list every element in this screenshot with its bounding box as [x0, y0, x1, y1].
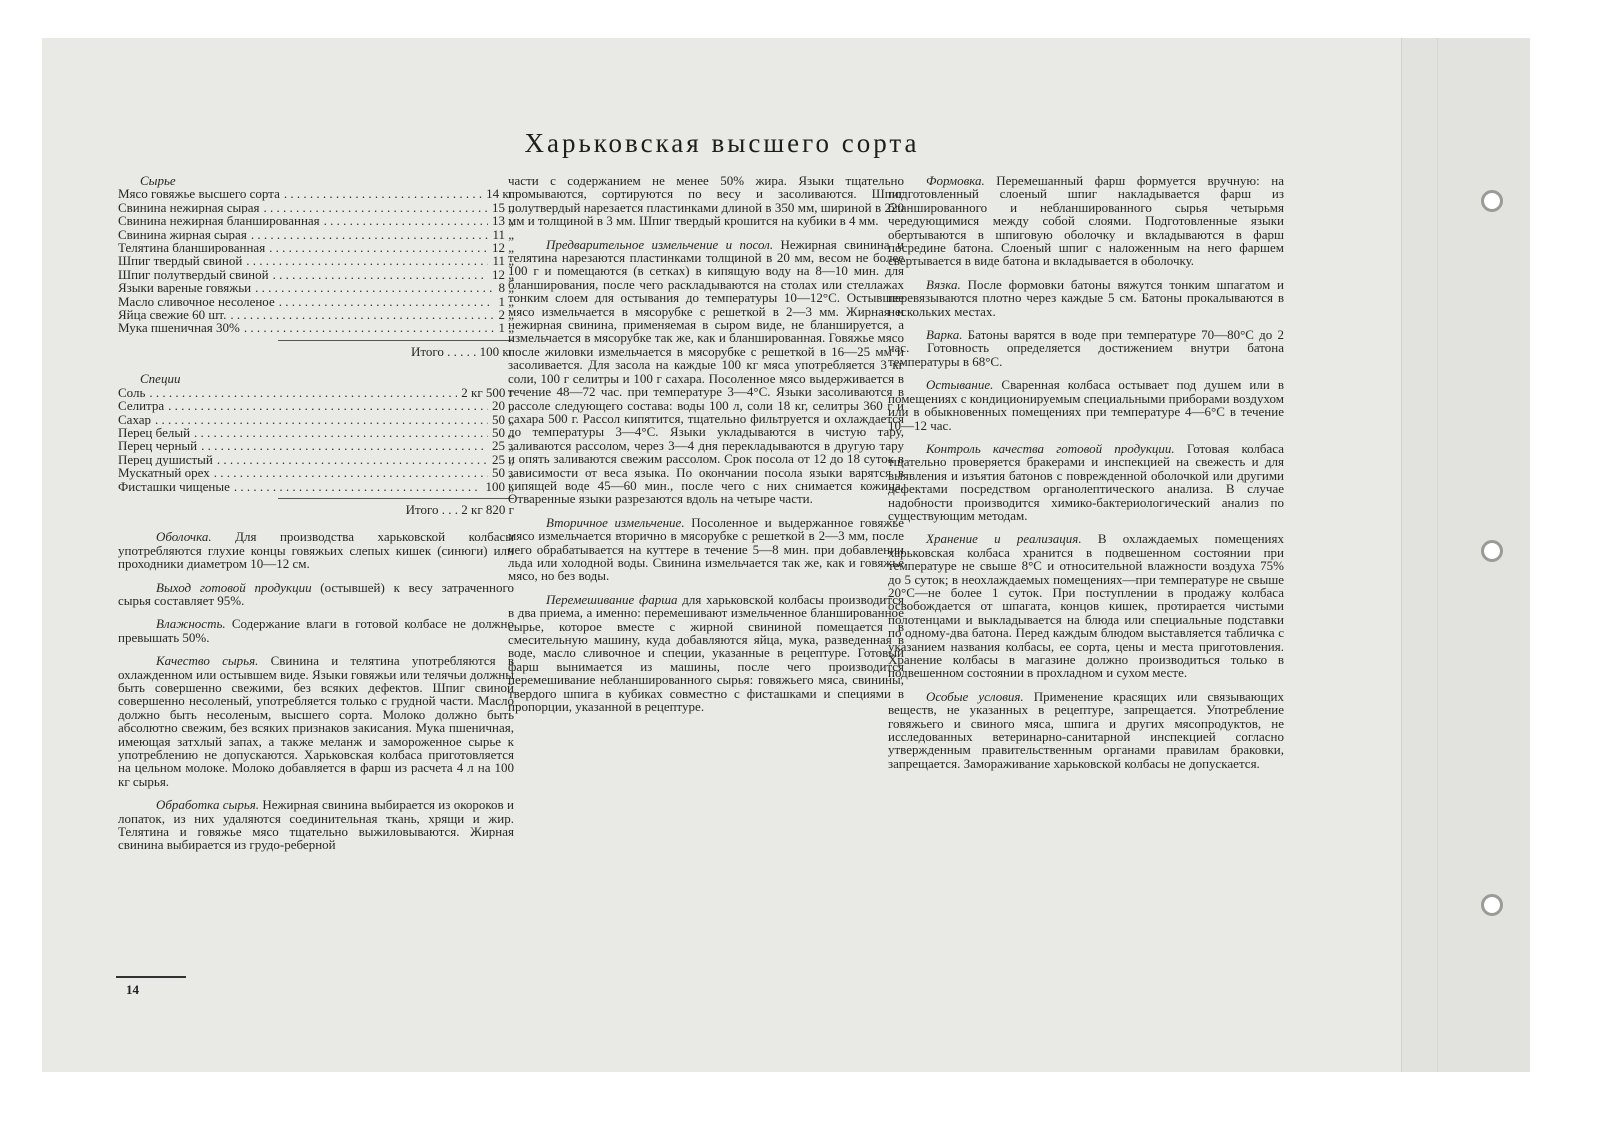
- ingredient-row: [118, 214, 514, 227]
- ingredient-quantity: 50 „: [491, 466, 514, 480]
- ingredient-quantity: 1 „: [498, 294, 514, 309]
- paragraph-text: В охлаждаемых помещениях харьковская колбаса хранится в подвешенном состоянии при температуре не свыше 8°С и относительной влажности воздуха 75% до 5 суток; в неохлаждаемых помещениях—при температуре не свыше 20°С—не более 1 суток. При поступлении в продажу колбаса освобождается от шпагата, концов кишек, протирается чистыми полотенцами и выкладывается на блюда или специальные подставки по одному-два батона. Перед каждым блюдом выставляется табличка с указанием названия колбасы, ее сорта, цены и места приготовления. Хранение колбасы в магазине должно производиться только в подвешенном состоянии в прохладном и сухом месте.: [888, 531, 1284, 681]
- ingredient-name: Мясо говяжье высшего сорта: [118, 187, 280, 201]
- paragraph-heading: Хранение и реализация.: [926, 531, 1082, 547]
- paragraph-heading: Контроль качества готовой продукции.: [926, 440, 1175, 456]
- ingredient-row: [118, 268, 514, 281]
- paragraph-heading: Оболочка.: [156, 529, 212, 545]
- ingredient-quantity: 100 „: [485, 479, 514, 493]
- paragraph-heading: Качество сырья.: [156, 653, 259, 669]
- ingredient-quantity: 8 „: [498, 281, 514, 295]
- paragraph: [508, 174, 904, 228]
- raw-total: Итого . . . . . 100 кг: [278, 340, 514, 358]
- paragraph-text: Батоны варятся в воде при температуре 70—80°С до 2 час. Готовность определяется достижением внутри батона температуры в 68°С.: [888, 327, 1284, 369]
- ingredient-name: Перец белый: [118, 425, 191, 440]
- leader-dots: [264, 201, 488, 214]
- ingredient-row: [118, 308, 514, 321]
- paragraph-text: Нежирная свинина выбирается из окороков и лопаток, из них удаляются соединительная ткань, хрящи и жир. Телятина и говяжье мясо тщательно выжиловываются. Жирная свинина выбирается из грудо-реберной: [118, 797, 514, 853]
- ingredient-name: Сахар: [118, 412, 152, 426]
- paragraph-heading: Влажность.: [156, 616, 226, 632]
- ingredient-name: Соль: [118, 385, 146, 400]
- paragraph: [508, 238, 904, 506]
- ingredient-name: Перец черный: [118, 439, 198, 453]
- ingredient-row: [118, 295, 514, 308]
- ingredient-row: [118, 201, 514, 214]
- paragraph-heading: Остывание.: [926, 377, 994, 393]
- paragraph: [888, 378, 1284, 432]
- paragraph-text: Перемешанный фарш формуется вручную: на подготовленный слоеный шпиг накладывается фарш из бланшированного и небланшированного сырья четырьмя чередующимися между собой слоями. Подготовленные языки обертываются в шпиговую оболочку и вкладываются в фарш посредине батона. Слоеный шпиг с наложенным на него фаршем свертывается в виде батона и вкладывается в оболочку.: [888, 173, 1284, 269]
- leader-dots: [217, 453, 488, 466]
- paragraph-heading: Вязка.: [926, 276, 961, 292]
- paragraph: [888, 328, 1284, 368]
- column-3-text: [888, 174, 1284, 770]
- ingredient-name: Телятина бланшированная: [118, 241, 266, 255]
- leader-dots: [251, 228, 489, 241]
- paragraph-text: После формовки батоны вяжутся тонким шпагатом и перевязываются плотно через каждые 5 см. Батоны прокалываются в нескольких местах.: [888, 276, 1284, 319]
- ingredient-quantity: 12 „: [491, 241, 514, 255]
- ingredient-quantity: 25 „: [491, 439, 514, 453]
- ingredient-name: Языки вареные говяжьи: [118, 281, 252, 295]
- ingredient-quantity: 14 кг: [486, 187, 514, 201]
- ingredient-quantity: 15 „: [491, 200, 514, 215]
- leader-dots: [234, 480, 482, 493]
- ingredient-row: [118, 254, 514, 267]
- paragraph: [118, 654, 514, 788]
- paragraph-text: для харьковской колбасы производится в два приема, а именно: перемешивают измельченное бланшированное сырье, которое вместе с жирной свининой помещается в смесительную машину, куда добавляются яйца, мука, разведенная в воде, масло сливочное и специи, указанные в рецептуре. Готовый фарш вынимается из машины, после чего производится перемешивание небланшированного сырья: говяжьего мяса, свинины, твердого шпига в кубиках совместно с фисташками и специями в пропорции, указанной в рецептуре.: [508, 591, 904, 715]
- binder-hole: [1481, 894, 1503, 916]
- leader-dots: [201, 439, 488, 452]
- paragraph-text: (остывшей) к весу затраченного сырья составляет 95%.: [118, 579, 514, 608]
- raw-ingredients-list: [118, 187, 514, 334]
- paragraph-text: Посоленное и выдержанное говяжье мясо измельчается вторично в мясорубке с решеткой в 2—3 мм, после чего обрабатывается на куттере в течение 5—8 мин. при добавлении льда или холодной воды. Свинина измельчается так же, как и говяжье мясо, но без воды.: [508, 514, 904, 584]
- paragraph: [508, 516, 904, 583]
- paragraph: [118, 581, 514, 608]
- ingredient-name: Фисташки чищеные: [118, 479, 230, 493]
- paragraph: [508, 593, 904, 714]
- leader-dots: [168, 399, 488, 412]
- ingredient-row: [118, 228, 514, 241]
- ingredient-row: [118, 187, 514, 200]
- ingredient-row: [118, 480, 514, 493]
- book-page: [42, 38, 1530, 1072]
- paragraph-heading: Особые условия.: [926, 688, 1024, 704]
- paragraph-heading: Выход готовой продукции: [156, 579, 312, 595]
- ingredient-name: Мука пшеничная 30%: [118, 321, 240, 335]
- ingredient-quantity: 13 „: [491, 214, 514, 228]
- ingredient-row: [118, 466, 514, 479]
- paragraph: [888, 442, 1284, 522]
- leader-dots: [230, 308, 494, 321]
- page-title: Харьковская высшего сорта: [524, 128, 920, 158]
- ingredient-name: Свинина нежирная бланшированная: [118, 214, 320, 228]
- ingredient-row: [118, 386, 514, 399]
- paragraph: [118, 617, 514, 644]
- ingredient-row: [118, 281, 514, 294]
- ingredient-quantity: 12 „: [491, 267, 514, 282]
- raw-heading: Сырье: [140, 173, 176, 188]
- ingredient-name: Шпиг полутвердый свиной: [118, 267, 269, 282]
- leader-dots: [269, 241, 488, 254]
- column-1: [118, 174, 514, 862]
- column-1-text: [118, 530, 514, 852]
- ingredient-name: Шпиг твердый свиной: [118, 254, 243, 268]
- ingredient-row: [118, 241, 514, 254]
- paragraph: [888, 690, 1284, 770]
- ingredient-quantity: 50 „: [491, 412, 514, 426]
- ingredient-quantity: 2 „: [498, 308, 514, 322]
- page-number: 14: [126, 982, 139, 997]
- ingredient-quantity: 1 „: [498, 321, 514, 335]
- ingredient-name: Мускатный орех: [118, 466, 210, 480]
- leader-dots: [246, 254, 488, 267]
- ingredient-name: Яйца свежие 60 шт.: [118, 308, 227, 322]
- ingredient-row: [118, 413, 514, 426]
- leader-dots: [155, 413, 488, 426]
- spices-list: [118, 386, 514, 493]
- column-2-text: [508, 174, 904, 713]
- paragraph-heading: Формовка.: [926, 173, 985, 188]
- paragraph-text: Готовая колбаса тщательно проверяется бракерами и инспекцией на свежесть и для выявления и изъятия батонов с поврежденной оболочкой или другими дефектами посредством органолептического анализа. В случае надобности производится химико-бактериологический анализ по существующим методам.: [888, 440, 1285, 523]
- ingredient-row: [118, 439, 514, 452]
- ingredient-name: Свинина жирная сырая: [118, 227, 247, 242]
- ingredient-name: Селитра: [118, 399, 165, 413]
- paragraph: [118, 530, 514, 570]
- leader-dots: [273, 268, 488, 281]
- leader-dots: [194, 426, 488, 439]
- binder-hole: [1481, 540, 1503, 562]
- paragraph: [888, 532, 1284, 679]
- paragraph-text: части с содержанием не менее 50% жира. Языки тщательно промываются, сортируются по весу и засоливаются. Шпиг полутвердый нарезается пластинками длиной в 350 мм, шириной в 220 мм и толщиной в 3 мм. Шпиг твердый крошится на кубики в 4 мм.: [508, 173, 904, 229]
- ingredient-quantity: 20 „: [491, 399, 514, 413]
- ingredient-row: [118, 399, 514, 412]
- paragraph-heading: Предварительное измельчение и посол.: [546, 236, 774, 252]
- binder-hole: [1481, 190, 1503, 212]
- ingredient-name: Свинина нежирная сырая: [118, 200, 260, 215]
- paragraph-heading: Обработка сырья.: [156, 797, 260, 813]
- ingredient-quantity: 11 „: [492, 254, 514, 268]
- spices-total: Итого . . . 2 кг 820 г: [278, 498, 514, 516]
- leader-dots: [214, 466, 488, 479]
- leader-dots: [279, 295, 495, 308]
- paragraph-text: Применение красящих или связывающих веществ, не указанных в рецептуре, запрещается. Употребление говяжьего и свиного мяса, шпига и других мясопродуктов, не исследованных ветеринарно-санитарной инспекцией согласно утвержденным правительственным органами правилам браковки, запрещается. Замораживание харьковской колбасы не допускается.: [888, 688, 1284, 771]
- paragraph-heading: Перемешивание фарша: [546, 591, 678, 607]
- leader-dots: [244, 321, 495, 334]
- ingredient-name: Масло сливочное несоленое: [118, 294, 275, 309]
- ingredient-row: [118, 426, 514, 439]
- paragraph-text: Для производства харьковской колбасы употребляются глухие концы говяжьих слепых кишек (синюги) или проходники диаметром 10—12 см.: [118, 529, 514, 572]
- leader-dots: [149, 386, 457, 399]
- paragraph-text: Нежирная свинина и телятина нарезаются пластинками толщиной в 20 мм, весом не более 100 г и помещаются (в сетках) в кипящую воду на 8—10 мин. для бланширования, после чего раскладываются на столах или стеллажах тонким слоем для остывания до температуры 10—12°С. Остывшее мясо измельчается в мясорубке с решеткой в 2—3 мм. Жирная и нежирная свинина, применяемая в сыром виде, не бланшируется, а измельчается в мясорубке так же, как и бланшированная. Говяжье мясо после жиловки измельчается в мясорубке с решеткой в 16—25 мм и засоливается. Для засола на каждые 100 кг мяса употребляется 3 кг соли, 100 г селитры и 100 г сахара. Посоленное мясо выдерживается в течение 48—72 час. при температуре 3—4°С. Языки засоливаются в рассоле следующего состава: воды 100 л, соли 18 кг, селитры 360 г и сахара 500 г. Рассол кипятится, тщательно фильтруется и охлаждается до температуры 3—4°С. Языки укладываются в чистую тару, заливаются рассолом, через 3—4 дня перекладываются в другую тару и опять заливаются свежим рассолом. Срок посола от 12 до 18 суток в зависимости от веса языка. По окончании посола языки варятся в кипящей воде 45—60 мин., после чего с них снимается кожица. Отваренные языки разрезаются вдоль на четыре части.: [508, 236, 904, 507]
- ingredient-quantity: 11 „: [492, 227, 514, 242]
- ingredient-name: Перец душистый: [118, 452, 213, 467]
- leader-dots: [284, 187, 482, 200]
- paragraph: [888, 174, 1284, 268]
- ingredient-quantity: 50 „: [491, 425, 514, 440]
- page-number-rule: [116, 976, 186, 978]
- spices-heading: Специи: [140, 371, 181, 387]
- column-3: [888, 174, 1284, 780]
- column-2: [508, 174, 904, 723]
- paragraph-heading: Вторичное измельчение.: [546, 514, 685, 530]
- paragraph-text: Свинина и телятина употребляются в охлажденном или остывшем виде. Языки говяжьи или телячьи должны быть совершенно свежими, без всяких дефектов. Шпиг свиной совершенно несоленый, употребляется только с грудной части. Масло должно быть несоленым, высшего сорта. Молоко должно быть абсолютно свежим, без всяких признаков закисания. Мука пшеничная, имеющая затхлый запах, а также меланж и замороженное сырье к употреблению не допускаются. Харьковская колбаса приготовляется на цельном молоке. Молоко добавляется в фарш из расчета 4 л на 100 кг сырья.: [118, 653, 514, 789]
- paragraph-text: Содержание влаги в готовой колбасе не должно превышать 50%.: [118, 616, 514, 645]
- paragraph-heading: Варка.: [926, 327, 963, 343]
- paragraph-text: Сваренная колбаса остывает под душем или в помещениях с кондиционируемым специальными приборами воздухом или в обыкновенных помещениях при температуре 4—6°С в течение 10—12 час.: [888, 377, 1284, 433]
- ingredient-row: [118, 321, 514, 334]
- leader-dots: [255, 281, 494, 294]
- ingredient-quantity: 25 „: [491, 452, 514, 467]
- leader-dots: [324, 214, 488, 227]
- paragraph: [888, 278, 1284, 318]
- ingredient-quantity: 2 кг 500 г: [461, 385, 514, 400]
- ingredient-row: [118, 453, 514, 466]
- paragraph: [118, 798, 514, 852]
